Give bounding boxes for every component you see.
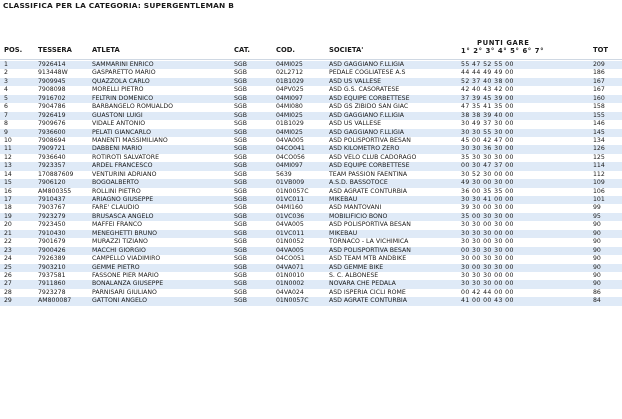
cell-tessera: 7937581 bbox=[38, 271, 66, 279]
cell-societa: ASD AGRATE CONTURBIA bbox=[329, 187, 407, 195]
cell-cod: 04VA005 bbox=[276, 136, 304, 144]
cell-cat: SGB bbox=[234, 255, 247, 263]
cell-cod: 04MI160 bbox=[276, 204, 303, 212]
cell-societa: TEAM PASSION FAENTINA bbox=[329, 170, 408, 178]
table-row bbox=[0, 86, 622, 94]
cell-tessera: 7900426 bbox=[38, 246, 66, 254]
cell-pos: 8 bbox=[4, 120, 8, 128]
cell-cat: SGB bbox=[234, 77, 247, 85]
header-atleta: ATLETA bbox=[92, 46, 120, 54]
cell-societa: ASD GAGGIANO F.LLIGIA bbox=[329, 61, 405, 68]
cell-societa: ASD G.S. CASORATESE bbox=[329, 86, 400, 94]
cell-pos: 1 bbox=[4, 61, 8, 68]
cell-cat: SGB bbox=[234, 145, 247, 153]
cell-tessera: 7923279 bbox=[38, 212, 66, 220]
cell-tessera: 7904786 bbox=[38, 103, 66, 111]
cell-tessera: 7908694 bbox=[38, 136, 66, 144]
cell-tot: 126 bbox=[593, 145, 605, 153]
cell-atleta: PELATI GIANCARLO bbox=[92, 128, 151, 136]
cell-pos: 14 bbox=[4, 170, 12, 178]
table-row bbox=[0, 137, 622, 145]
cell-punti: 00 30 47 37 00 bbox=[461, 162, 514, 170]
cell-cat: SGB bbox=[234, 120, 247, 128]
cell-punti: 36 00 35 35 00 bbox=[461, 187, 514, 195]
cell-atleta: MORELLI PIETRO bbox=[92, 86, 144, 94]
cell-cat: SGB bbox=[234, 204, 247, 212]
cell-tot: 134 bbox=[593, 136, 605, 144]
cell-societa: ASD AGRATE CONTURBIA bbox=[329, 297, 407, 305]
cell-societa: ASD POLISPORTIVA BESAN bbox=[329, 221, 411, 229]
cell-pos: 11 bbox=[4, 145, 12, 153]
table-row bbox=[0, 78, 622, 86]
table-row bbox=[0, 230, 622, 238]
table-row bbox=[0, 280, 622, 288]
cell-atleta: CAMPELLO VIADIMIRO bbox=[92, 255, 161, 263]
cell-cat: SGB bbox=[234, 61, 247, 68]
cell-cod: 04CO041 bbox=[276, 145, 305, 153]
cell-societa: ASD GAGGIANO F.LLIGIA bbox=[329, 111, 405, 119]
cell-atleta: ROTIROTI SALVATORE bbox=[92, 153, 160, 161]
cell-cod: 04PV025 bbox=[276, 86, 304, 94]
cell-cat: SGB bbox=[234, 179, 247, 187]
cell-atleta: ARDEL FRANCESCO bbox=[92, 162, 153, 170]
cell-cod: 04MI080 bbox=[276, 103, 303, 111]
cell-cod: 04VA005 bbox=[276, 221, 304, 229]
cell-atleta: SAMMARINI ENRICO bbox=[92, 61, 154, 68]
cell-tessera: 7909676 bbox=[38, 120, 66, 128]
cell-tot: 112 bbox=[593, 170, 605, 178]
cell-pos: 27 bbox=[4, 280, 12, 288]
header-gare-numbers: 1° 2° 3° 4° 5° 6° 7° bbox=[461, 47, 545, 55]
table-row bbox=[0, 188, 622, 196]
cell-tot: 114 bbox=[593, 162, 605, 170]
cell-tessera: 7909945 bbox=[38, 77, 66, 85]
cell-societa: ASD GAGGIANO F.LLIGIA bbox=[329, 128, 405, 136]
cell-cod: 04CO056 bbox=[276, 153, 305, 161]
cell-societa: ASD KILOMETRO ZERO bbox=[329, 145, 400, 153]
cell-tot: 90 bbox=[593, 271, 601, 279]
header-tessera: TESSERA bbox=[38, 46, 72, 54]
cell-tessera: 7911860 bbox=[38, 280, 66, 288]
table-row bbox=[0, 103, 622, 111]
cell-tot: 160 bbox=[593, 94, 605, 102]
cell-cat: SGB bbox=[234, 196, 247, 203]
cell-pos: 29 bbox=[4, 297, 12, 305]
table-row bbox=[0, 112, 622, 120]
cell-cat: SGB bbox=[234, 288, 247, 296]
cell-atleta: BARBANGELO ROMUALDO bbox=[92, 103, 174, 111]
cell-societa: ASD POLISPORTIVA BESAN bbox=[329, 246, 411, 254]
cell-tessera: 7926389 bbox=[38, 255, 66, 263]
cell-tot: 155 bbox=[593, 111, 605, 119]
cell-cat: SGB bbox=[234, 136, 247, 144]
header-societa: SOCIETA' bbox=[329, 46, 364, 54]
cell-cod: 04VA005 bbox=[276, 246, 304, 254]
cell-pos: 28 bbox=[4, 288, 12, 296]
cell-pos: 24 bbox=[4, 255, 12, 263]
cell-societa: ASD EQUIPE CORBETTESE bbox=[329, 94, 410, 102]
cell-pos: 20 bbox=[4, 221, 12, 229]
cell-cod: 01VC036 bbox=[276, 212, 305, 220]
cell-atleta: VENTURINI ADRIANO bbox=[92, 170, 157, 178]
cell-societa: MIKEBAU bbox=[329, 229, 358, 237]
cell-societa: ASD TEAM MTB ANDBIKE bbox=[329, 255, 407, 263]
cell-pos: 9 bbox=[4, 128, 8, 136]
cell-punti: 39 30 00 30 00 bbox=[461, 204, 514, 212]
cell-pos: 23 bbox=[4, 246, 12, 254]
cell-punti: 49 30 00 30 00 bbox=[461, 179, 514, 187]
cell-societa: ASD US VALLESE bbox=[329, 120, 382, 128]
cell-cat: SGB bbox=[234, 238, 247, 246]
cell-punti: 30 30 30 00 00 bbox=[461, 229, 514, 237]
cell-cod: 04MI025 bbox=[276, 61, 303, 68]
cell-atleta: MURAZZI TIZIANO bbox=[92, 238, 148, 246]
ranking-table bbox=[0, 61, 622, 306]
cell-tessera: 7916702 bbox=[38, 94, 66, 102]
cell-cod: 01VC011 bbox=[276, 229, 305, 237]
cell-atleta: QUAZZOLA CARLO bbox=[92, 77, 150, 85]
cell-cat: SGB bbox=[234, 69, 247, 77]
cell-pos: 3 bbox=[4, 77, 8, 85]
cell-tot: 186 bbox=[593, 69, 605, 77]
table-row bbox=[0, 221, 622, 229]
table-row bbox=[0, 204, 622, 212]
cell-atleta: DABBENI MARIO bbox=[92, 145, 143, 153]
cell-tot: 101 bbox=[593, 196, 605, 203]
cell-cat: SGB bbox=[234, 128, 247, 136]
cell-punti: 30 30 30 00 00 bbox=[461, 271, 514, 279]
cell-cod: 01N0057C bbox=[276, 187, 309, 195]
cell-pos: 19 bbox=[4, 212, 12, 220]
cell-cat: SGB bbox=[234, 162, 247, 170]
cell-tot: 95 bbox=[593, 212, 601, 220]
cell-atleta: ROLLINI PIETRO bbox=[92, 187, 141, 195]
table-row bbox=[0, 289, 622, 297]
cell-pos: 13 bbox=[4, 162, 12, 170]
cell-societa: TORNACO - LA VICHIMICA bbox=[329, 238, 409, 246]
cell-atleta: BONALANZA GIUSEPPE bbox=[92, 280, 164, 288]
cell-tot: 146 bbox=[593, 120, 605, 128]
cell-pos: 6 bbox=[4, 103, 8, 111]
cell-tot: 145 bbox=[593, 128, 605, 136]
cell-societa: PEDALE COGLIATESE A.S bbox=[329, 69, 406, 77]
cell-pos: 21 bbox=[4, 229, 12, 237]
cell-cat: SGB bbox=[234, 280, 247, 288]
cell-tot: 167 bbox=[593, 77, 605, 85]
cell-pos: 10 bbox=[4, 136, 12, 144]
cell-tessera: 7926419 bbox=[38, 111, 66, 119]
cell-cod: 04MI097 bbox=[276, 162, 303, 170]
cell-cat: SGB bbox=[234, 111, 247, 119]
cell-cod: 02L2712 bbox=[276, 69, 304, 77]
header-tot: TOT bbox=[593, 46, 609, 54]
table-row bbox=[0, 162, 622, 170]
cell-tessera: AM800087 bbox=[38, 297, 72, 305]
cell-pos: 22 bbox=[4, 238, 12, 246]
cell-tessera: 7910430 bbox=[38, 229, 66, 237]
cell-societa: S. C. ALBONESE bbox=[329, 271, 379, 279]
cell-punti: 30 49 37 30 00 bbox=[461, 120, 514, 128]
table-row bbox=[0, 171, 622, 179]
cell-cat: SGB bbox=[234, 229, 247, 237]
cell-cat: SGB bbox=[234, 263, 247, 271]
cell-tot: 90 bbox=[593, 229, 601, 237]
cell-punti: 30 30 41 00 00 bbox=[461, 196, 514, 203]
cell-cat: SGB bbox=[234, 271, 247, 279]
table-row bbox=[0, 61, 622, 69]
cell-tot: 90 bbox=[593, 221, 601, 229]
cell-cod: 01N0010 bbox=[276, 271, 305, 279]
cell-pos: 2 bbox=[4, 69, 8, 77]
table-row bbox=[0, 297, 622, 305]
cell-tot: 167 bbox=[593, 86, 605, 94]
cell-tessera: AM800355 bbox=[38, 187, 72, 195]
header-cat: CAT. bbox=[234, 46, 250, 54]
table-row bbox=[0, 238, 622, 246]
table-row bbox=[0, 154, 622, 162]
header-punti-label: PUNTI GARE bbox=[477, 39, 530, 47]
cell-punti: 35 30 30 30 00 bbox=[461, 153, 514, 161]
cell-pos: 7 bbox=[4, 111, 8, 119]
cell-societa: ASD GEMME BIKE bbox=[329, 263, 384, 271]
cell-punti: 41 00 00 43 00 bbox=[461, 297, 514, 305]
cell-atleta: PARNISARI GIULIANO bbox=[92, 288, 157, 296]
cell-atleta: GASPARETTO MARIO bbox=[92, 69, 156, 77]
cell-cat: SGB bbox=[234, 86, 247, 94]
cell-punti: 47 35 41 35 00 bbox=[461, 103, 514, 111]
cell-punti: 30 52 30 00 00 bbox=[461, 170, 514, 178]
cell-tessera: 7901679 bbox=[38, 238, 66, 246]
cell-cod: 04CO051 bbox=[276, 255, 305, 263]
cell-cod: 04MI025 bbox=[276, 111, 303, 119]
cell-atleta: MAFFEI FRANCO bbox=[92, 221, 143, 229]
cell-pos: 18 bbox=[4, 204, 12, 212]
header-cod: COD. bbox=[276, 46, 295, 54]
cell-cat: SGB bbox=[234, 297, 247, 305]
cell-punti: 52 37 40 38 00 bbox=[461, 77, 514, 85]
cell-punti: 42 40 43 42 00 bbox=[461, 86, 514, 94]
cell-punti: 45 00 42 47 00 bbox=[461, 136, 514, 144]
cell-pos: 12 bbox=[4, 153, 12, 161]
cell-tessera: 7906120 bbox=[38, 179, 66, 187]
cell-tot: 90 bbox=[593, 263, 601, 271]
cell-cod: 04VA024 bbox=[276, 288, 304, 296]
table-row bbox=[0, 213, 622, 221]
cell-tot: 90 bbox=[593, 255, 601, 263]
cell-atleta: BOGOALBERTO bbox=[92, 179, 139, 187]
cell-cod: 04MI097 bbox=[276, 94, 303, 102]
cell-tot: 90 bbox=[593, 238, 601, 246]
cell-societa: A.S.D. BASSOTOCE bbox=[329, 179, 388, 187]
cell-cod: 01N0002 bbox=[276, 280, 305, 288]
cell-societa: ASD VELO CLUB CADORAGO bbox=[329, 153, 417, 161]
table-row bbox=[0, 69, 622, 77]
cell-societa: ASD GS ZIBIDO SAN GIAC bbox=[329, 103, 409, 111]
cell-pos: 4 bbox=[4, 86, 8, 94]
cell-tot: 84 bbox=[593, 297, 601, 305]
cell-atleta: ARIAGNO GIUSEPPE bbox=[92, 196, 154, 203]
cell-societa: ASD POLISPORTIVA BESAN bbox=[329, 136, 411, 144]
cell-pos: 15 bbox=[4, 179, 12, 187]
cell-tessera: 7923278 bbox=[38, 288, 66, 296]
cell-cod: 04VA071 bbox=[276, 263, 304, 271]
cell-atleta: GEMME PIETRO bbox=[92, 263, 140, 271]
table-row bbox=[0, 196, 622, 204]
cell-tot: 106 bbox=[593, 187, 605, 195]
cell-societa: MOBILIFICIO BONO bbox=[329, 212, 388, 220]
cell-cod: 01N0057C bbox=[276, 297, 309, 305]
cell-punti: 30 30 30 00 00 bbox=[461, 280, 514, 288]
cell-punti: 38 38 39 40 00 bbox=[461, 111, 514, 119]
cell-atleta: VIDALE ANTONIO bbox=[92, 120, 146, 128]
table-row bbox=[0, 247, 622, 255]
cell-punti: 35 00 30 30 00 bbox=[461, 212, 514, 220]
cell-tessera: 7909721 bbox=[38, 145, 66, 153]
cell-punti: 30 00 30 30 00 bbox=[461, 263, 514, 271]
cell-pos: 25 bbox=[4, 263, 12, 271]
cell-societa: ASD ISPERIA CICLI ROME bbox=[329, 288, 406, 296]
cell-tot: 90 bbox=[593, 246, 601, 254]
cell-cod: 5639 bbox=[276, 170, 292, 178]
cell-tessera: 7908098 bbox=[38, 86, 66, 94]
header-pos: POS. bbox=[4, 46, 23, 54]
table-row bbox=[0, 95, 622, 103]
cell-tessera: 7903767 bbox=[38, 204, 66, 212]
cell-cod: 01VB009 bbox=[276, 179, 305, 187]
cell-cod: 01B1029 bbox=[276, 120, 304, 128]
table-row bbox=[0, 179, 622, 187]
table-row bbox=[0, 145, 622, 153]
cell-punti: 44 44 49 49 00 bbox=[461, 69, 514, 77]
cell-societa: ASD MANTOVANI bbox=[329, 204, 382, 212]
cell-atleta: GUASTONI LUIGI bbox=[92, 111, 143, 119]
cell-atleta: BRUSASCA ANGELO bbox=[92, 212, 154, 220]
cell-atleta: MANENTI MASSIMILIANO bbox=[92, 136, 168, 144]
cell-tessera: 170887609 bbox=[38, 170, 74, 178]
cell-pos: 16 bbox=[4, 187, 12, 195]
page-title: CLASSIFICA PER LA CATEGORIA: SUPERGENTLEMAN B bbox=[3, 1, 235, 10]
cell-atleta: MENEGHETTI BRUNO bbox=[92, 229, 157, 237]
cell-punti: 30 00 30 30 00 bbox=[461, 255, 514, 263]
cell-tessera: 7910437 bbox=[38, 196, 66, 203]
cell-tot: 86 bbox=[593, 288, 601, 296]
cell-tessera: 7936640 bbox=[38, 153, 66, 161]
cell-punti: 55 47 52 55 00 bbox=[461, 61, 514, 68]
cell-tessera: 7936600 bbox=[38, 128, 66, 136]
cell-cod: 01B1029 bbox=[276, 77, 304, 85]
cell-atleta: MACCHI GIORGIO bbox=[92, 246, 146, 254]
cell-cat: SGB bbox=[234, 94, 247, 102]
cell-cod: 01VC011 bbox=[276, 196, 305, 203]
table-row bbox=[0, 120, 622, 128]
cell-societa: ASD EQUIPE CORBETTESE bbox=[329, 162, 410, 170]
cell-tessera: 7923450 bbox=[38, 221, 66, 229]
cell-societa: NOVARA CHE PEDALA bbox=[329, 280, 396, 288]
cell-tot: 158 bbox=[593, 103, 605, 111]
cell-atleta: FASSONE PIER MARIO bbox=[92, 271, 159, 279]
cell-tot: 109 bbox=[593, 179, 605, 187]
cell-atleta: FARE' CLAUDIO bbox=[92, 204, 140, 212]
cell-punti: 30 30 00 30 00 bbox=[461, 221, 514, 229]
table-row bbox=[0, 272, 622, 280]
cell-tot: 209 bbox=[593, 61, 605, 68]
table-row bbox=[0, 264, 622, 272]
cell-pos: 5 bbox=[4, 94, 8, 102]
cell-punti: 30 30 55 30 00 bbox=[461, 128, 514, 136]
cell-atleta: GATTONI ANGELO bbox=[92, 297, 147, 305]
cell-cat: SGB bbox=[234, 153, 247, 161]
cell-cat: SGB bbox=[234, 103, 247, 111]
cell-societa: MIKEBAU bbox=[329, 196, 358, 203]
cell-tessera: 7903210 bbox=[38, 263, 66, 271]
cell-tessera: 913448W bbox=[38, 69, 68, 77]
cell-punti: 37 39 45 39 00 bbox=[461, 94, 514, 102]
cell-tot: 125 bbox=[593, 153, 605, 161]
cell-atleta: FELTRIN DOMENICO bbox=[92, 94, 154, 102]
cell-pos: 26 bbox=[4, 271, 12, 279]
cell-punti: 30 30 00 30 00 bbox=[461, 238, 514, 246]
table-row bbox=[0, 255, 622, 263]
table-row bbox=[0, 129, 622, 137]
cell-societa: ASD US VALLESE bbox=[329, 77, 382, 85]
header-punti-gare bbox=[461, 39, 544, 55]
cell-cat: SGB bbox=[234, 221, 247, 229]
cell-cat: SGB bbox=[234, 246, 247, 254]
cell-tot: 90 bbox=[593, 280, 601, 288]
cell-cod: 04MI025 bbox=[276, 128, 303, 136]
cell-punti: 30 30 36 30 00 bbox=[461, 145, 514, 153]
cell-tessera: 7926414 bbox=[38, 61, 66, 68]
cell-tot: 99 bbox=[593, 204, 601, 212]
cell-cod: 01N0052 bbox=[276, 238, 305, 246]
cell-pos: 17 bbox=[4, 196, 12, 203]
cell-cat: SGB bbox=[234, 212, 247, 220]
cell-tessera: 7923357 bbox=[38, 162, 66, 170]
header-divider bbox=[0, 59, 622, 60]
cell-punti: 00 30 30 30 00 bbox=[461, 246, 514, 254]
cell-cat: SGB bbox=[234, 170, 247, 178]
cell-cat: SGB bbox=[234, 187, 247, 195]
cell-punti: 00 42 44 00 00 bbox=[461, 288, 514, 296]
